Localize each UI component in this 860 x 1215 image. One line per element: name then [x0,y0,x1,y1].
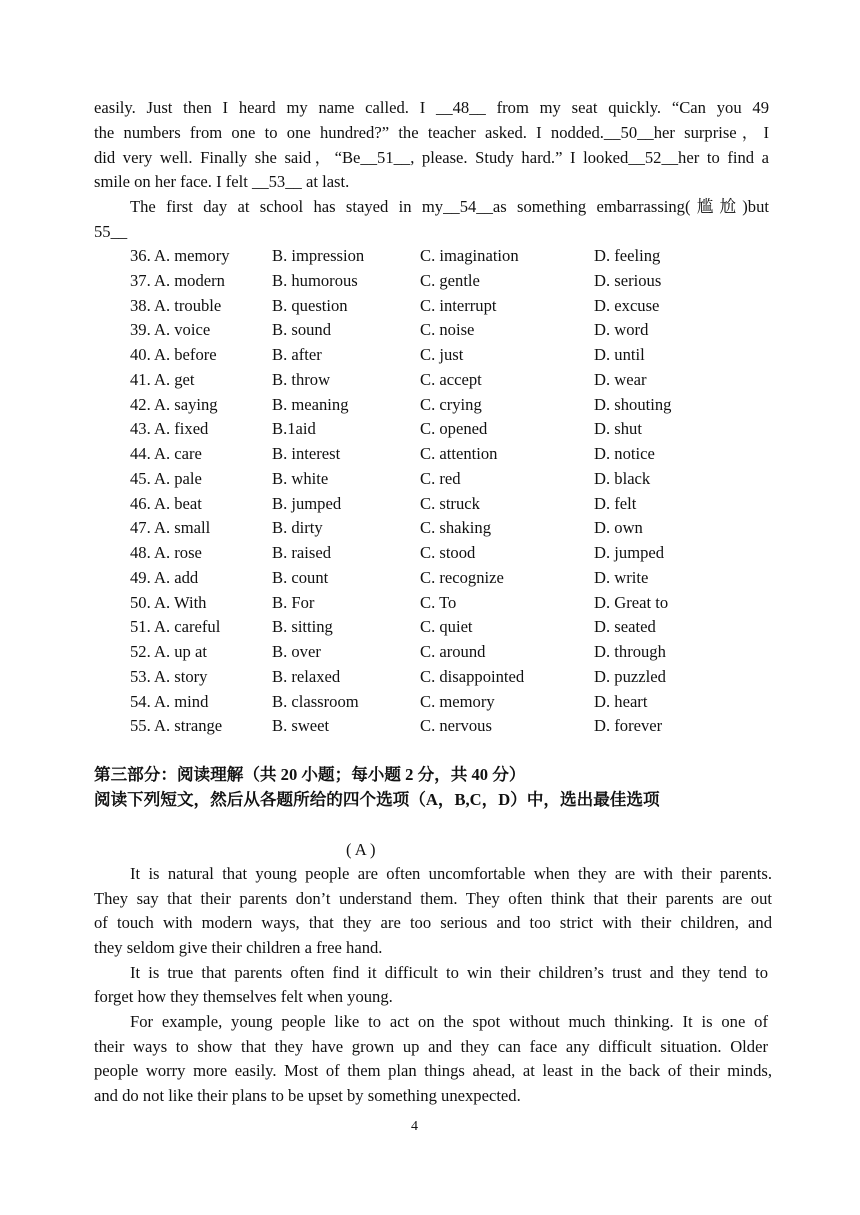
option-a: 40. A. before [130,345,217,364]
option-row [0,294,860,318]
option-c: C. opened [420,419,488,439]
option-c: C. memory [420,691,495,711]
option-c: C. disappointed [420,666,525,686]
option-d: D. through [594,642,666,661]
option-d: D. black [594,468,651,488]
section-heading: 第三部分：阅读理解（共 20 小题；每小题 2 分，共 40 分） [94,765,526,784]
option-b: B. white [272,468,329,488]
option-d: D. write [594,567,649,587]
option-a: 52. A. up at [130,642,207,661]
passage-line-6: 55__ [94,222,128,241]
option-c: C. attention [420,444,498,463]
option-c: C. nervous [420,716,492,736]
section-instruction: 阅读下列短文，然后从各题所给的四个选项（A，B,C，D）中，选出最佳选项 [94,790,660,809]
option-d: D. shouting [594,394,672,414]
option-d: D. heart [594,691,648,711]
passage-a-title: ( A ) [346,840,376,859]
option-d: D. puzzled [594,666,666,686]
option-b: B. impression [272,246,365,265]
option-d: D. excuse [594,295,660,315]
option-d: D. notice [594,444,655,463]
option-b: B. jumped [272,493,342,513]
option-row [0,640,860,664]
option-row [0,516,860,540]
option-d: D. Great to [594,592,669,612]
option-d: D. wear [594,369,647,389]
option-d: D. forever [594,716,663,736]
option-c: C. To [420,592,457,612]
option-d: D. word [594,320,649,340]
option-b: B. after [272,345,322,364]
option-c: C. around [420,642,486,661]
option-a: 46. A. beat [130,493,202,513]
passage-a-line-10: and do not like their plans to be upset by something unexpected. [94,1086,521,1105]
passage-a-line-7: For example, young people like to act on the spot without much thinking. It is one of [130,1012,768,1031]
option-c: C. crying [420,394,482,414]
page-number: 4 [411,1119,418,1134]
option-d: D. until [594,345,645,364]
option-d: D. felt [594,493,637,513]
option-b: B. over [272,642,321,661]
option-c: C. imagination [420,246,519,265]
option-b: B. throw [272,369,331,389]
option-row [0,591,860,615]
option-a: 49. A. add [130,567,199,587]
option-a: 41. A. get [130,369,195,389]
option-b: B. sitting [272,617,333,637]
option-b: B. question [272,295,348,315]
option-c: C. stood [420,543,476,562]
option-b: B. humorous [272,270,358,290]
option-row [0,541,860,565]
option-a: 55. A. strange [130,716,223,736]
option-a: 45. A. pale [130,468,202,488]
option-b: B. relaxed [272,666,341,686]
option-c: C. red [420,468,461,488]
option-a: 39. A. voice [130,320,211,340]
option-row [0,492,860,516]
option-d: D. own [594,518,643,538]
option-b: B. sound [272,320,332,340]
option-row [0,467,860,491]
option-c: C. noise [420,320,475,340]
option-row [0,566,860,590]
option-d: D. serious [594,270,662,290]
option-c: C. accept [420,369,482,389]
option-row [0,417,860,441]
option-a: 38. A. trouble [130,295,222,315]
passage-line-3: did very well. Finally she said，“Be__51__, please. Study hard.” I looked__52__her to find a [94,148,769,167]
passage-a-line-8: their ways to show that they have grown up and they can face any difficult situation. Older [94,1037,768,1056]
option-b: B. count [272,567,329,587]
option-row [0,318,860,342]
passage-a-line-6: forget how they themselves felt when young. [94,987,393,1006]
option-c: C. just [420,345,464,364]
option-b: B. interest [272,444,341,463]
option-a: 42. A. saying [130,394,218,414]
option-a: 37. A. modern [130,270,225,290]
option-a: 53. A. story [130,666,208,686]
option-c: C. recognize [420,567,504,587]
option-a: 43. A. fixed [130,419,209,439]
option-row [0,690,860,714]
option-a: 48. A. rose [130,543,202,562]
option-c: C. quiet [420,617,473,637]
option-a: 51. A. careful [130,617,221,637]
passage-a-line-1: It is natural that young people are often uncomfortable when they are with their parents. [130,864,772,883]
option-row [0,368,860,392]
option-row [0,393,860,417]
passage-line-5: The first day at school has stayed in my__54__as something embarrassing(尴尬)but [130,197,769,216]
option-row [0,665,860,689]
passage-a-line-4: they seldom give their children a free hand. [94,938,383,957]
option-c: C. shaking [420,518,491,538]
option-c: C. interrupt [420,295,497,315]
option-row [0,244,860,268]
option-row [0,442,860,466]
option-row [0,269,860,293]
passage-line-1: easily. Just then I heard my name called. I __48__ from my seat quickly. “Can you 49 [94,98,769,117]
option-c: C. gentle [420,270,480,290]
passage-a-line-9: people worry more easily. Most of them plan things ahead, at least in the back of their minds, [94,1061,772,1080]
option-b: B. sweet [272,716,330,736]
option-b: B. classroom [272,691,359,711]
option-a: 36. A. memory [130,246,230,265]
option-b: B. dirty [272,518,323,538]
passage-line-2: the numbers from one to one hundred?” the teacher asked. I nodded.__50__her surprise，I [94,123,769,142]
option-b: B.1aid [272,419,316,439]
passage-a-line-5: It is true that parents often find it difficult to win their children’s trust and they tend to [130,963,768,982]
option-row [0,343,860,367]
option-a: 47. A. small [130,518,211,538]
option-row [0,714,860,738]
passage-a-line-2: They say that their parents don’t understand them. They often think that their parents are out [94,889,772,908]
option-row [0,615,860,639]
option-a: 54. A. mind [130,691,209,711]
option-d: D. seated [594,617,656,637]
option-b: B. For [272,592,315,612]
option-b: B. meaning [272,394,349,414]
option-c: C. struck [420,493,480,513]
option-d: D. feeling [594,246,661,265]
passage-line-4: smile on her face. I felt __53__ at last. [94,172,350,191]
option-d: D. jumped [594,543,665,562]
option-a: 44. A. care [130,444,202,463]
option-d: D. shut [594,419,642,439]
passage-a-line-3: of touch with modern ways, that they are too serious and too strict with their children, and [94,913,772,932]
option-a: 50. A. With [130,592,207,612]
option-b: B. raised [272,543,331,562]
